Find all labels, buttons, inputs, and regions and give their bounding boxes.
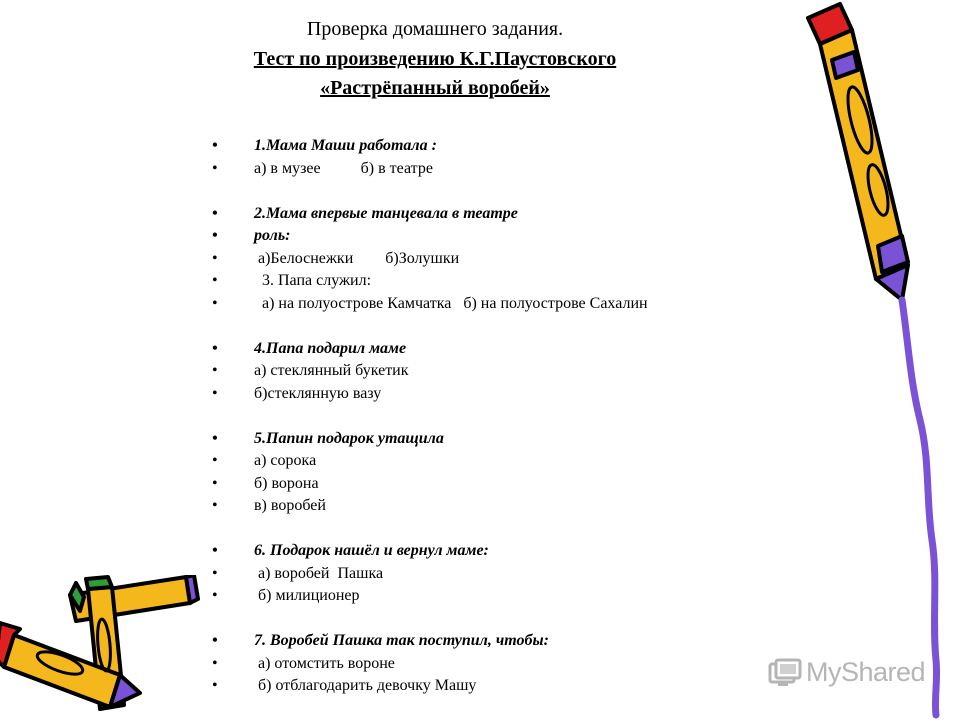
question-item: • 7. Воробей Пашка так поступил, чтобы: (212, 630, 812, 653)
answer-item: • а) отомстить вороне (212, 653, 812, 676)
slide-subtitle: Тест по произведению К.Г.Паустовского (253, 48, 617, 70)
answer-item: • б)стеклянную вазу (212, 383, 812, 406)
myshared-logo-icon (768, 658, 802, 688)
slide-title: Проверка домашнего задания. (306, 18, 564, 40)
answer-item: • 3. Папа служил: (212, 270, 812, 293)
watermark-text: MyShared (806, 657, 926, 687)
question-item: • 6. Подарок нашёл и вернул маме: (212, 540, 812, 563)
answer-item: • в) воробей (212, 495, 812, 518)
myshared-watermark (768, 656, 928, 688)
answer-item: • а) в музее б) в театре (212, 158, 812, 181)
answer-item: • б) милиционер (212, 585, 812, 608)
list-gap (212, 405, 812, 428)
slide-work-title: «Растрёпанный воробей» (320, 77, 550, 99)
answer-item: • а) сорока (212, 450, 812, 473)
answer-item: • а)Белоснежки б)Золушки (212, 248, 812, 271)
pencils-icon (0, 575, 200, 720)
question-item: • 2.Мама впервые танцевала в театре (212, 203, 812, 226)
answer-item: • а) на полуострове Камчатка б) на полуострове Сахалин (212, 293, 812, 316)
question-item: • 5.Папин подарок утащила (212, 428, 812, 451)
list-gap (212, 518, 812, 541)
list-gap (212, 608, 812, 631)
question-item: • роль: (212, 225, 812, 248)
question-item: • 4.Папа подарил маме (212, 338, 812, 361)
list-gap (212, 180, 812, 203)
answer-item: • б) отблагодарить девочку Машу (212, 675, 812, 698)
answer-item: • а) воробей Пашка (212, 563, 812, 586)
list-gap (212, 315, 812, 338)
quiz-list (212, 135, 812, 698)
pencil-icon (790, 0, 960, 720)
question-item: • 1.Мама Маши работала : (212, 135, 812, 158)
answer-item: • б) ворона (212, 473, 812, 496)
answer-item: • а) стеклянный букетик (212, 360, 812, 383)
